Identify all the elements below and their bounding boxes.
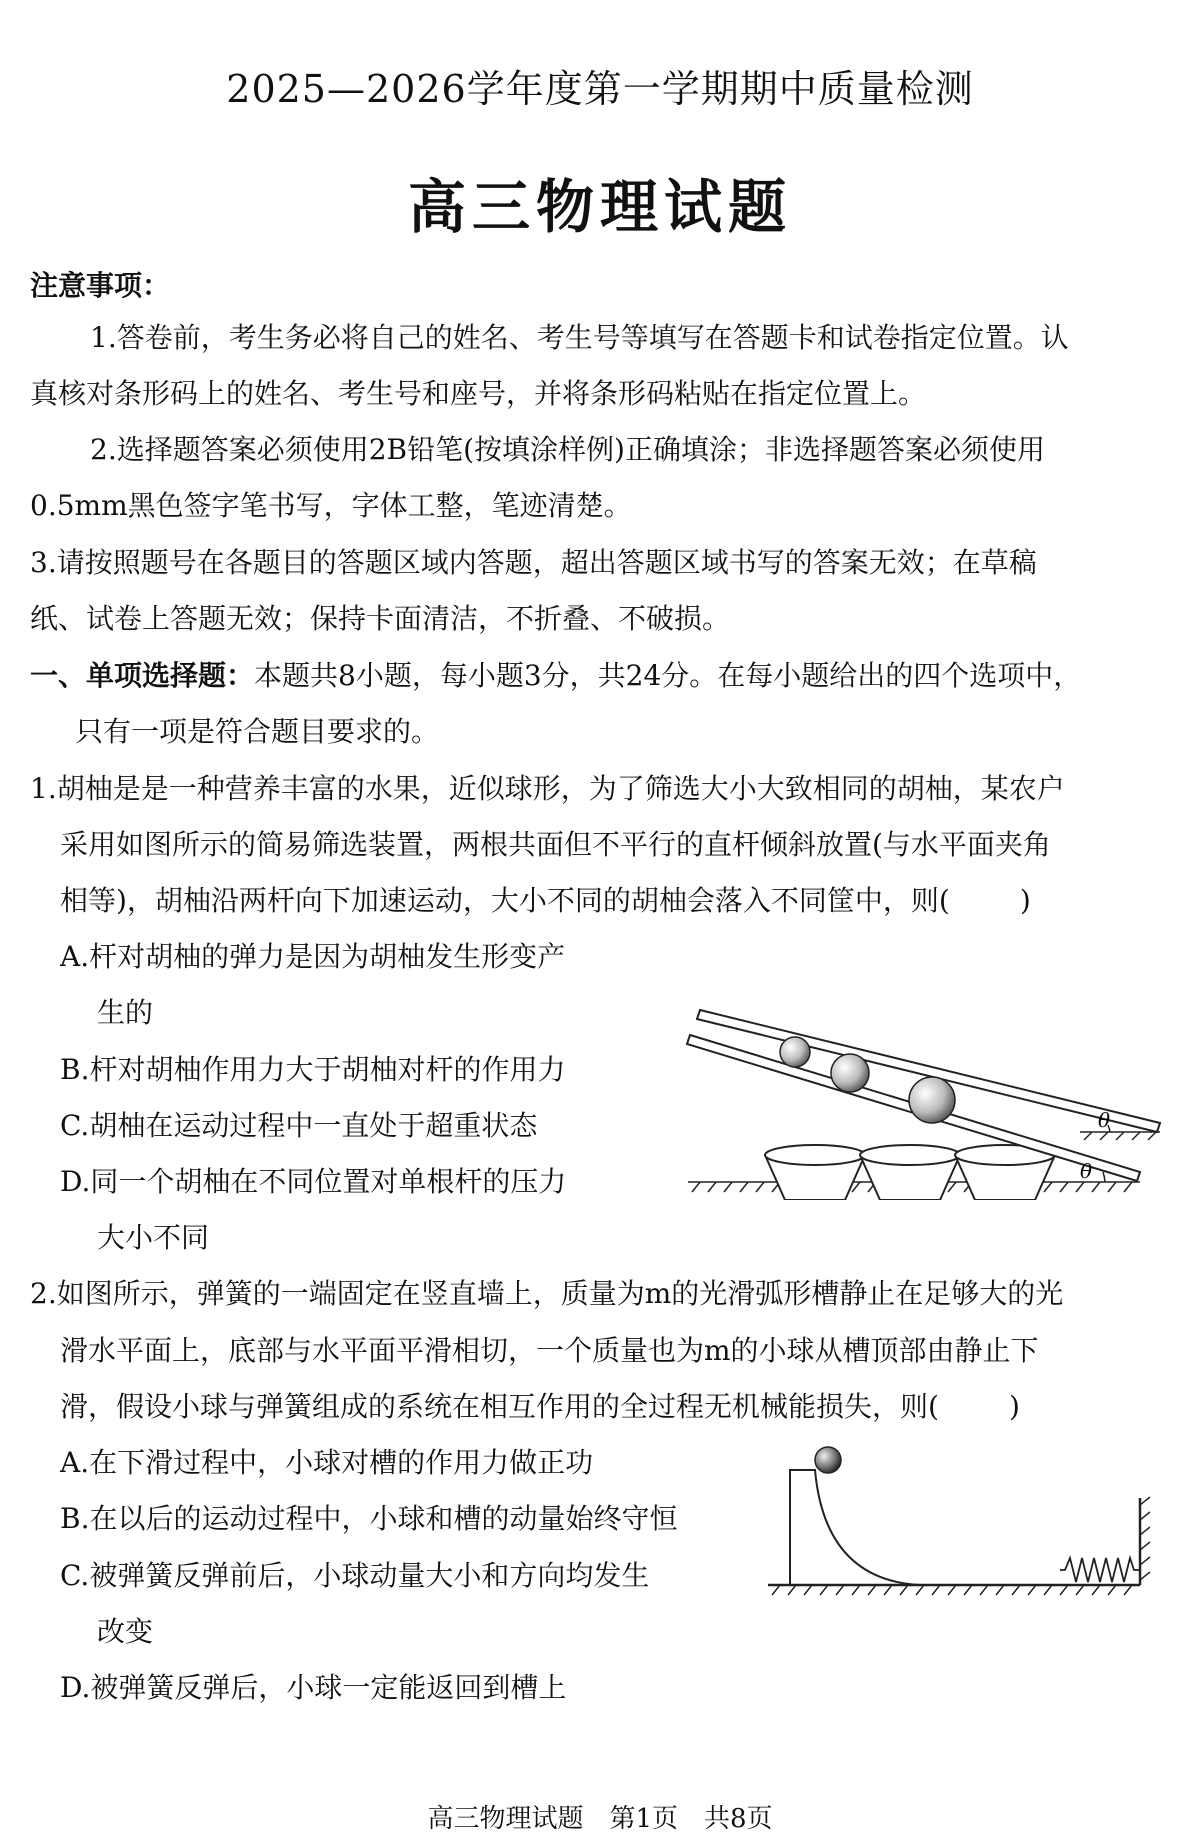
notice-line: 1.答卷前，考生务必将自己的姓名、考生号等填写在答题卡和试卷指定位置。认 [90, 321, 1069, 354]
q1-option-d: D.同一个胡柚在不同位置对单根杆的压力 [60, 1165, 567, 1198]
q2-stem-line: 滑，假设小球与弹簧组成的系统在相互作用的全过程无机械能损失，则( ) [60, 1390, 1020, 1423]
notice-heading: 注意事项： [30, 269, 171, 302]
angle-label-lower: θ [1080, 1159, 1093, 1183]
baskets [765, 1145, 1055, 1200]
q1-option-d-cont: 大小不同 [97, 1221, 210, 1254]
q2-option-b: B.在以后的运动过程中，小球和槽的动量始终守恒 [60, 1502, 678, 1535]
q2-figure [760, 1440, 1170, 1620]
section-heading: 一、单项选择题： [30, 659, 255, 692]
ball [815, 1447, 841, 1473]
q1-option-a: A.杆对胡柚的弹力是因为胡柚发生形变产 [60, 940, 566, 973]
spring [1060, 1558, 1140, 1582]
notice-line: 真核对条形码上的姓名、考生号和座号，并将条形码粘贴在指定位置上。 [30, 377, 927, 410]
q1-figure [680, 940, 1170, 1200]
q2-option-c-cont: 改变 [97, 1615, 154, 1648]
section-description: 本题共8小题，每小题3分，共24分。在每小题给出的四个选项中， [254, 659, 1082, 692]
q1-stem-line: 采用如图所示的简易筛选装置，两根共面但不平行的直杆倾斜放置(与水平面夹角 [60, 828, 1051, 861]
q2-option-d: D.被弹簧反弹后，小球一定能返回到槽上 [60, 1671, 567, 1704]
page-footer: 高三物理试题 第1页 共8页 [427, 1804, 773, 1834]
notice-line: 0.5mm黑色签字笔书写，字体工整，笔迹清楚。 [30, 489, 632, 522]
q1-option-c: C.胡柚在运动过程中一直处于超重状态 [60, 1109, 538, 1142]
q2-stem-line: 2.如图所示，弹簧的一端固定在竖直墙上，质量为m的光滑弧形槽静止在足够大的光 [30, 1277, 1064, 1310]
exam-subtitle: 2025—2026学年度第一学期期中质量检测 [226, 67, 974, 111]
q1-option-b: B.杆对胡柚作用力大于胡柚对杆的作用力 [60, 1053, 566, 1086]
angle-label-upper: θ [1098, 1108, 1111, 1132]
section-intro [30, 660, 1081, 692]
notice-line: 2.选择题答案必须使用2B铅笔(按填涂样例)正确填涂；非选择题答案必须使用 [90, 433, 1045, 466]
q2-option-c: C.被弹簧反弹前后，小球动量大小和方向均发生 [60, 1559, 650, 1592]
q1-stem-line: 1.胡柚是是一种营养丰富的水果，近似球形，为了筛选大小大致相同的胡柚，某农户 [30, 772, 1065, 805]
exam-title: 高三物理试题 [407, 173, 792, 241]
notice-line: 纸、试卷上答题无效；保持卡面清洁，不折叠、不破损。 [30, 602, 731, 635]
q2-stem-line: 滑水平面上，底部与水平面平滑相切，一个质量也为m的小球从槽顶部由静止下 [60, 1334, 1039, 1367]
q2-option-a: A.在下滑过程中，小球对槽的作用力做正功 [60, 1446, 594, 1479]
notice-line: 3.请按照题号在各题目的答题区域内答题，超出答题区域书写的答案无效；在草稿 [30, 546, 1037, 579]
q1-stem-line: 相等)，胡柚沿两杆向下加速运动，大小不同的胡柚会落入不同筐中，则( ) [60, 884, 1031, 917]
q1-option-a-cont: 生的 [97, 996, 154, 1029]
arc-groove [790, 1470, 920, 1585]
section-description-cont: 只有一项是符合题目要求的。 [75, 715, 440, 748]
